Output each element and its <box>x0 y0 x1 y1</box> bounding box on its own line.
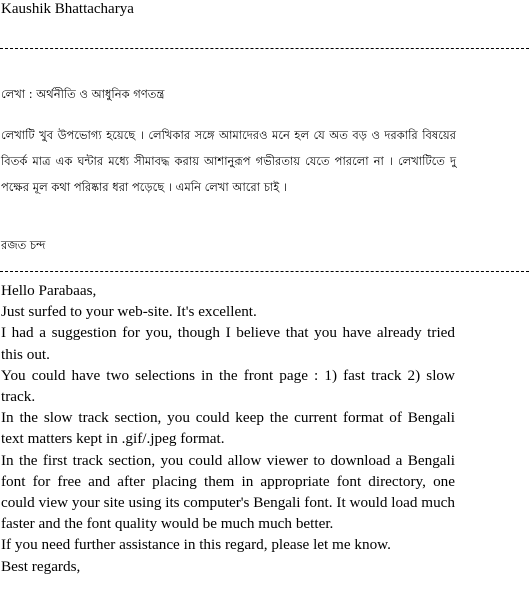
letter-paragraph: I had a suggestion for you, though I believe that you have already tried this out. <box>1 324 455 363</box>
letter-paragraph: In the slow track section, you could keep the current format of Bengali text matters kept in .gif/.jpeg format. <box>1 409 455 448</box>
letter-paragraph: You could have two selections in the front page : 1) fast track 2) slow track. <box>1 366 455 406</box>
letter-body-english <box>1 280 455 577</box>
greeting-line: Hello Parabaas, <box>1 282 97 299</box>
letter-paragraph: If you need further assistance in this regard, please let me know. <box>1 536 391 554</box>
letter-author-name: Kaushik Bhattacharya <box>1 1 134 17</box>
dashed-divider <box>0 271 529 272</box>
letter-body-bengali: লেখাটি খুব উপভোগ্য হয়েছে । লেখিকার সঙ্গে আমাদেরও মনে হল যে অত বড় ও দরকারি বিষয়ের বিতর্ক মাত্র এক ঘন্টার মধ্যে সীমাবদ্ধ করায় আশানুরূপ গভীরতায় যেতে পারলো না । লেখাটিতে দু পক্ষের মূল কথা পরিষ্কার ধরা পড়েছে । এমনি লেখা আরো চাই । <box>1 128 456 194</box>
dashed-divider <box>0 48 529 49</box>
letter-paragraph: Just surfed to your web-site. It's excellent. <box>1 303 257 321</box>
letter-subject-line: লেখা : অর্থনীতি ও আধুনিক গণতন্ত্র <box>1 87 165 101</box>
closing-line: Best regards, <box>1 557 81 575</box>
letter-signature: রজত চন্দ <box>1 238 46 252</box>
letter-paragraph: In the first track section, you could allow viewer to download a Bengali font for free and after placing them in appropriate font directory, one could view your site using its computer's Bengali font. It would load much faster and the font quality would be much much better. <box>1 451 455 533</box>
